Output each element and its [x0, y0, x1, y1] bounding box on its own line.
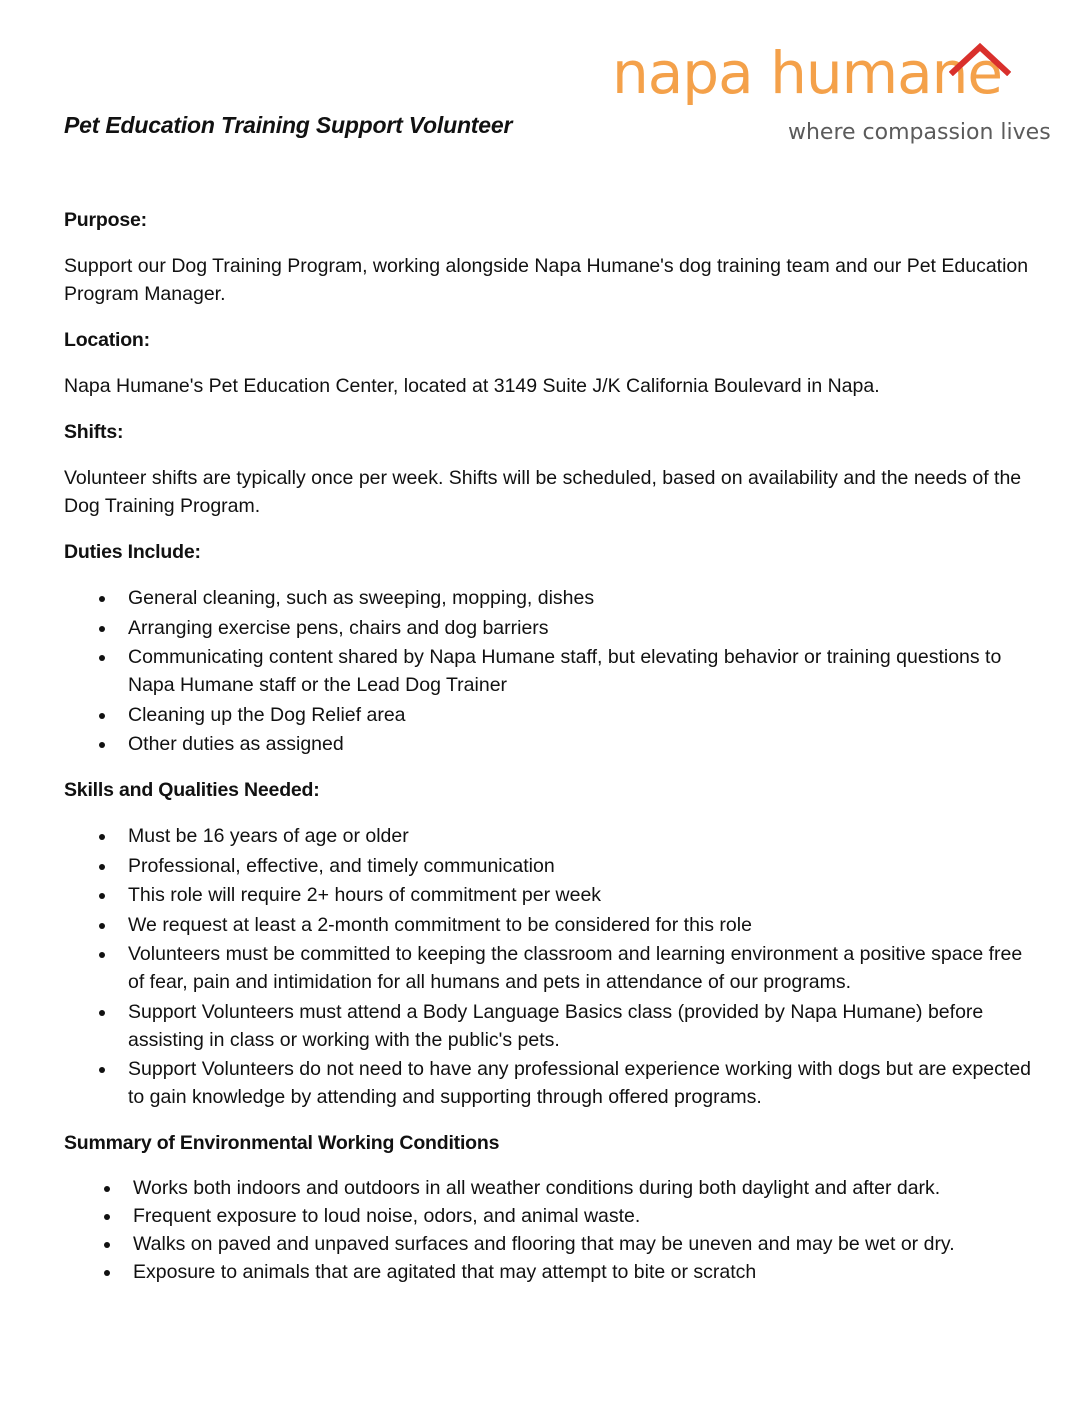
list-item: Frequent exposure to loud noise, odors, and animal waste. — [64, 1203, 1034, 1230]
list-item: We request at least a 2-month commitment to be considered for this role — [64, 911, 1034, 939]
duties-heading: Duties Include: — [64, 541, 201, 563]
location-section — [64, 326, 1034, 400]
bullet-icon — [99, 952, 105, 958]
list-item: Communicating content shared by Napa Humane staff, but elevating behavior or training questions to Napa Humane staff or the Lead Dog Trainer — [64, 643, 1034, 699]
bullet-icon — [99, 864, 105, 870]
environment-section — [64, 1129, 1034, 1286]
bullet-icon — [104, 1242, 110, 1248]
list-item: Walks on paved and unpaved surfaces and flooring that may be uneven and may be wet or dry. — [64, 1231, 1034, 1258]
location-heading: Location: — [64, 329, 150, 351]
shifts-heading: Shifts: — [64, 421, 124, 443]
document-body — [64, 206, 1034, 1304]
list-item: Volunteers must be committed to keeping the classroom and learning environment a positive space free of fear, pain and intimidation for all humans and pets in attendance of our programs. — [64, 940, 1034, 996]
bullet-icon — [104, 1214, 110, 1220]
logo-tagline: where compassion lives — [788, 120, 1051, 145]
bullet-icon — [104, 1186, 110, 1192]
napa-humane-logo — [608, 38, 1051, 150]
duties-list — [64, 584, 1034, 758]
bullet-icon — [104, 1270, 110, 1276]
duties-section — [64, 538, 1034, 758]
list-item: Exposure to animals that are agitated that may attempt to bite or scratch — [64, 1259, 1034, 1286]
shifts-section — [64, 418, 1034, 520]
bullet-icon — [99, 742, 105, 748]
location-text: Napa Humane's Pet Education Center, located at 3149 Suite J/K California Boulevard in Napa. — [64, 375, 880, 397]
bullet-icon — [99, 1067, 105, 1073]
list-item: General cleaning, such as sweeping, mopping, dishes — [64, 584, 1034, 612]
bullet-icon — [99, 1010, 105, 1016]
shifts-text: Volunteer shifts are typically once per week. Shifts will be scheduled, based on availability and the needs of the Dog Training Program. — [64, 467, 1022, 517]
list-item: Professional, effective, and timely communication — [64, 852, 1034, 880]
list-item: Cleaning up the Dog Relief area — [64, 701, 1034, 729]
purpose-text: Support our Dog Training Program, working alongside Napa Humane's dog training team and our Pet Education Program Manager. — [64, 255, 1029, 305]
bullet-icon — [99, 713, 105, 719]
environment-list — [64, 1175, 1034, 1286]
logo-wordmark: napa humane — [612, 39, 1003, 107]
list-item: Arranging exercise pens, chairs and dog barriers — [64, 614, 1034, 642]
bullet-icon — [99, 655, 105, 661]
list-item: Other duties as assigned — [64, 730, 1034, 758]
bullet-icon — [99, 834, 105, 840]
bullet-icon — [99, 626, 105, 632]
skills-section — [64, 776, 1034, 1111]
purpose-heading: Purpose: — [64, 209, 147, 231]
environment-heading: Summary of Environmental Working Conditions — [64, 1132, 500, 1154]
house-roof-icon — [949, 42, 1011, 76]
list-item: Works both indoors and outdoors in all weather conditions during both daylight and after dark. — [64, 1175, 1034, 1202]
bullet-icon — [99, 893, 105, 899]
list-item: Support Volunteers must attend a Body Language Basics class (provided by Napa Humane) before assisting in class or working with the public's pets. — [64, 998, 1034, 1054]
list-item: This role will require 2+ hours of commitment per week — [64, 881, 1034, 909]
skills-list — [64, 822, 1034, 1111]
bullet-icon — [99, 923, 105, 929]
list-item: Support Volunteers do not need to have any professional experience working with dogs but are expected to gain knowledge by attending and supporting through offered programs. — [64, 1055, 1034, 1111]
bullet-icon — [99, 596, 105, 602]
page-title: Pet Education Training Support Volunteer — [64, 112, 513, 138]
list-item: Must be 16 years of age or older — [64, 822, 1034, 850]
purpose-section — [64, 206, 1034, 308]
skills-heading: Skills and Qualities Needed: — [64, 779, 320, 801]
